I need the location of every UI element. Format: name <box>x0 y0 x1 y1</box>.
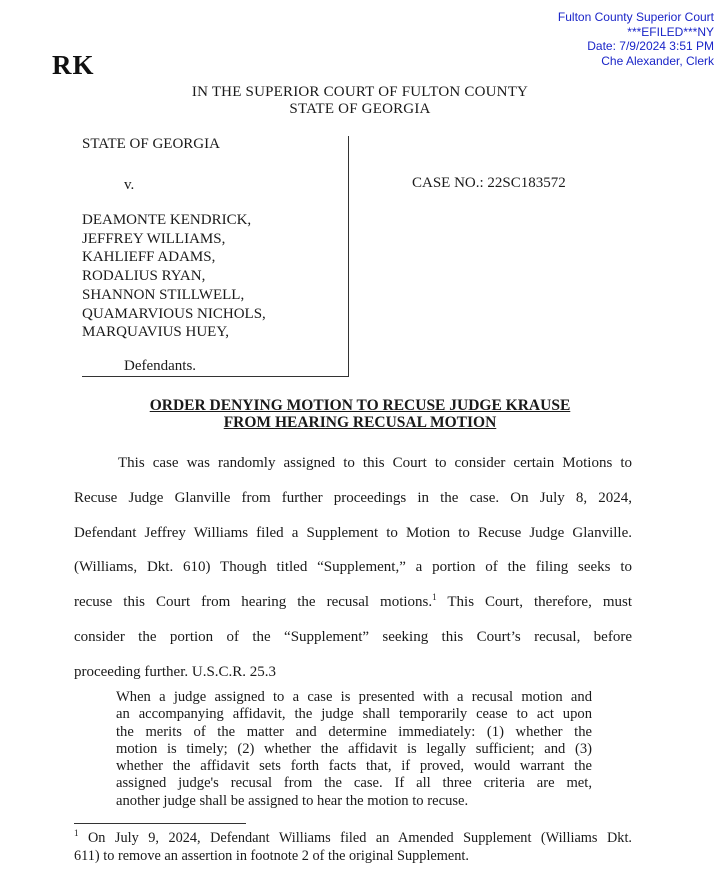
quote-line: motion is timely; (2) whether the affidavit is legally sufficient; and (3) <box>116 740 592 757</box>
versus: v. <box>124 177 135 193</box>
stamp-date: Date: 7/9/2024 3:51 PM <box>587 39 714 53</box>
judge-initials: RK <box>52 50 95 80</box>
quote-line: an accompanying affidavit, the judge shall temporarily cease to act upon <box>116 706 592 723</box>
defendant-name: RODALIUS RYAN, <box>82 268 206 285</box>
footnote-ref: 1 <box>432 592 437 603</box>
body-line: consider the portion of the “Supplement” seeking this Court’s recusal, before <box>74 628 632 645</box>
quote-line: whether the affidavit sets forth facts that, if proved, would warrant the <box>116 758 592 775</box>
stamp-court: Fulton County Superior Court <box>557 10 714 24</box>
defendant-name: KAHLIEFF ADAMS, <box>82 249 216 266</box>
rule-quote <box>116 689 592 810</box>
quote-line: another judge shall be assigned to hear the motion to recuse. <box>116 792 469 809</box>
court-name: IN THE SUPERIOR COURT OF FULTON COUNTY <box>191 84 529 100</box>
footnote <box>74 829 632 865</box>
footnote-line: $^1$ On July 9, 2024, Defendant Williams filed an Amended Supplement (Williams Dkt. <box>74 828 632 846</box>
quote-line: When a judge assigned to a case is presented with a recusal motion and <box>116 689 592 705</box>
defendant-name: MARQUAVIUS HUEY, <box>82 324 229 341</box>
quote-line: assigned judge's recusal from the case. If all three criteria are met, <box>116 775 592 792</box>
order-title-line1: ORDER DENYING MOTION TO RECUSE JUDGE KRAUSE <box>149 397 571 414</box>
stamp-clerk: Che Alexander, Clerk <box>601 53 714 68</box>
body-line: Recuse Judge Glanville from further proceedings in the case. On July 8, 2024, <box>74 489 632 506</box>
quote-line: the merits of the matter and determine immediately: (1) whether the <box>116 723 592 740</box>
defendant-name: QUAMARVIOUS NICHOLS, <box>82 305 266 322</box>
body-line: proceeding further. U.S.C.R. 25.3 <box>74 663 277 680</box>
order-title <box>0 397 720 431</box>
footnote-line: 611) to remove an assertion in footnote 2 of the original Supplement. <box>74 848 469 864</box>
efile-stamp <box>558 10 714 68</box>
order-body <box>74 446 632 690</box>
defendant-name: DEAMONTE KENDRICK, <box>82 212 252 228</box>
body-line: recuse this Court from hearing the recusal motions.$^1$ This Court, therefore, must <box>74 592 632 611</box>
court-heading <box>0 84 720 118</box>
footnote-divider <box>74 823 246 824</box>
order-title-line2: FROM HEARING RECUSAL MOTION <box>223 414 497 431</box>
defendant-name: JEFFREY WILLIAMS, <box>82 230 226 247</box>
stamp-efiled: ***EFILED***NY <box>627 24 714 39</box>
footnote-marker: 1 <box>74 828 79 838</box>
case-number: CASE NO.: 22SC183572 <box>412 175 566 191</box>
defendant-name: SHANNON STILLWELL, <box>82 286 245 303</box>
case-caption <box>82 136 349 377</box>
defendants-label: Defendants. <box>124 358 197 374</box>
plaintiff: STATE OF GEORGIA <box>82 136 220 152</box>
body-line: This case was randomly assigned to this Court to consider certain Motions to <box>118 455 632 471</box>
defendant-list <box>82 211 266 342</box>
court-state: STATE OF GEORGIA <box>289 101 431 117</box>
body-line: (Williams, Dkt. 610) Though titled “Supplement,” a portion of the filing seeks to <box>74 559 632 576</box>
body-line: Defendant Jeffrey Williams filed a Supplement to Motion to Recuse Judge Glanville. <box>74 524 632 541</box>
